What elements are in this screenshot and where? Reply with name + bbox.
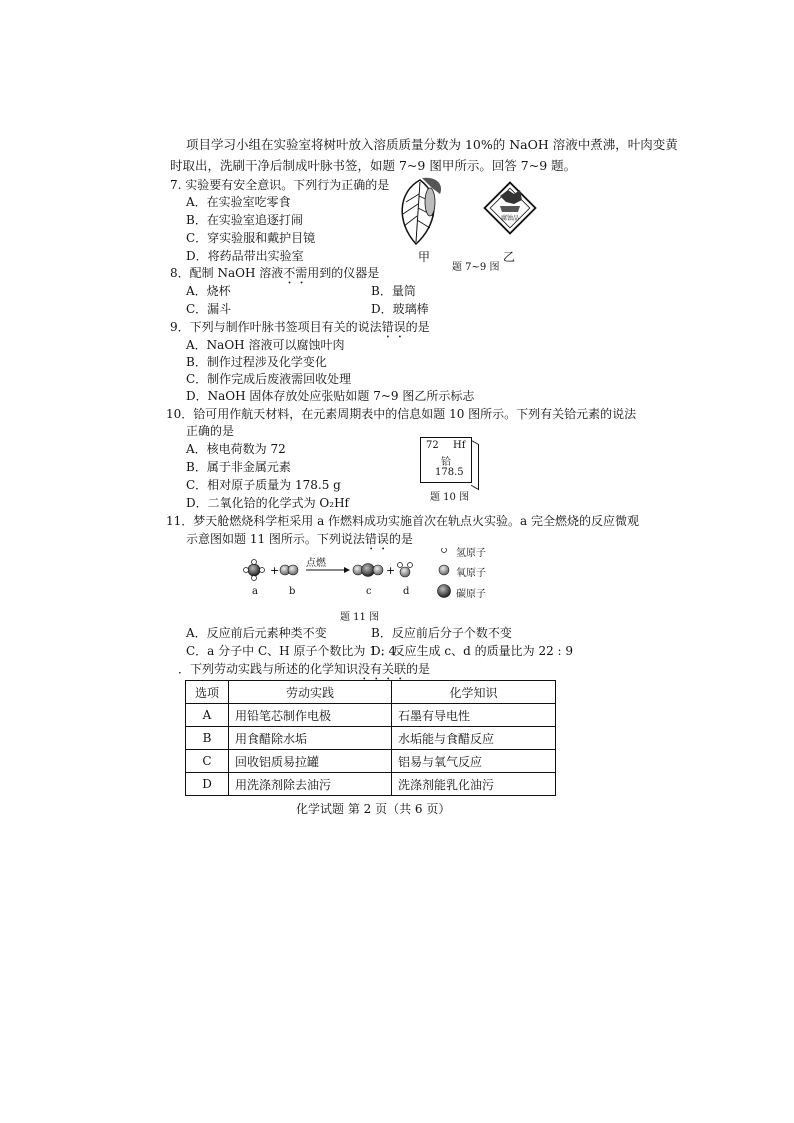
q8-option-d: D．玻璃棒 — [371, 302, 429, 316]
header-knowledge: 化学知识 — [392, 681, 556, 704]
q9-option-a: A．NaOH 溶液可以腐蚀叶肉 — [186, 338, 345, 352]
label-a: a — [252, 586, 258, 597]
q10-option-a: A．核电荷数为 72 — [186, 442, 286, 456]
molecule-c — [353, 564, 383, 577]
intro-line-2: 时取出，洗刷干净后制成叶脉书签，如题 7~9 图甲所示。回答 7~9 题。 — [170, 158, 577, 173]
header-option: 选项 — [186, 681, 229, 704]
figure79-caption: 题 7~9 图 — [452, 262, 500, 273]
row-practice: 用食醋除水垢 — [229, 727, 392, 750]
molecule-a — [244, 560, 265, 581]
element-name: 铪 — [441, 457, 451, 468]
row-knowledge: 洗涤剂能乳化油污 — [392, 773, 556, 796]
q7-option-c: C．穿实验服和戴护目镜 — [186, 231, 316, 245]
figure79-label-yi: 乙 — [503, 250, 516, 264]
q8-stem-emphasis: 不需 — [283, 266, 308, 280]
row-knowledge: 水垢能与食醋反应 — [392, 727, 556, 750]
atomic-number: 72 — [426, 440, 439, 451]
q10-stem-line-2: 正确的是 — [186, 424, 235, 438]
table-row — [186, 727, 556, 750]
svg-text:+: + — [386, 564, 396, 577]
periodic-table-cell — [420, 437, 472, 483]
page-footer: 化学试题 第 2 页（共 6 页） — [296, 802, 451, 816]
q10-option-b: B．属于非金属元素 — [186, 460, 291, 474]
intro-line-1: 项目学习小组在实验室将树叶放入溶质质量分数为 10%的 NaOH 溶液中煮沸，叶肉变黄 — [186, 137, 678, 152]
hazard-sign-text: 腐蚀品 — [501, 215, 520, 222]
table-row — [186, 773, 556, 796]
molecule-b — [280, 565, 298, 575]
figure10-caption: 题 10 图 — [430, 492, 470, 503]
legend-hydrogen-atom — [442, 548, 447, 553]
legend-oxygen-label: 氧原子 — [456, 568, 486, 579]
figure11-caption: 题 11 图 — [340, 612, 380, 623]
q7-stem: 7. 实验要有安全意识。下列行为正确的是 — [170, 178, 390, 192]
row-knowledge: 石墨有导电性 — [392, 704, 556, 727]
molecule-d — [398, 563, 413, 578]
row-knowledge: 铝易与氧气反应 — [392, 750, 556, 773]
q11-stem-emphasis: 错误 — [364, 532, 389, 546]
row-practice: 用洗涤剂除去油污 — [229, 773, 392, 796]
row-practice: 用铅笔芯制作电极 — [229, 704, 392, 727]
q9-option-b: B．制作过程涉及化学变化 — [186, 355, 327, 369]
q8-option-c: C．漏斗 — [186, 302, 232, 316]
q11-option-b: B．反应前后分子个数不变 — [371, 626, 512, 640]
q11-stem-line-2: 示意图如题 11 图所示。下列说法错误的是 — [186, 532, 413, 546]
q8-option-b: B．量筒 — [371, 284, 416, 298]
q12-stem-emphasis: 没有关联 — [358, 662, 407, 676]
q11-option-a: A．反应前后元素种类不变 — [186, 626, 327, 640]
q11-stem-line-1: 11．梦天舱燃烧科学柜采用 a 作燃料成功实施首次在轨点火实验。a 完全燃烧的反应微观 — [166, 514, 640, 528]
q8-stem: 8．配制 NaOH 溶液不需用到的仪器是 — [170, 266, 380, 280]
q11-option-c: C．a 分子中 C、H 原子个数比为 1 : 4 — [186, 644, 397, 658]
q10-stem-line-1: 10．铪可用作航天材料，在元素周期表中的信息如题 10 图所示。下列有关铪元素的说法 — [166, 407, 637, 421]
row-option: C — [186, 750, 229, 773]
q12-stem: ．下列劳动实践与所述的化学知识没有关联的是 — [178, 662, 431, 676]
q9-option-c: C．制作完成后废液需回收处理 — [186, 372, 352, 386]
row-option: A — [186, 704, 229, 727]
q9-option-d: D．NaOH 固体存放处应张贴如题 7~9 图乙所示标志 — [186, 389, 475, 403]
header-practice: 劳动实践 — [229, 681, 392, 704]
row-option: B — [186, 727, 229, 750]
row-option: D — [186, 773, 229, 796]
table-header-row — [186, 681, 556, 704]
q10-option-c: C．相对原子质量为 178.5 g — [186, 478, 341, 492]
table-row — [186, 750, 556, 773]
figure79-label-jia: 甲 — [418, 250, 431, 264]
legend-carbon-atom — [438, 585, 451, 598]
leaf-vein-bookmark-illustration — [392, 172, 452, 248]
corrosive-hazard-sign — [478, 176, 542, 240]
q11-option-d: D．反应生成 c、d 的质量比为 22 : 9 — [371, 644, 574, 658]
q7-option-d: D．将药品带出实验室 — [186, 249, 304, 263]
q7-option-b: B．在实验室追逐打闹 — [186, 213, 303, 227]
reaction-condition: 点燃 — [306, 558, 326, 569]
q12-table — [185, 680, 556, 796]
table-row — [186, 704, 556, 727]
legend-oxygen-atom — [439, 565, 449, 575]
q9-stem-emphasis: 错误 — [381, 320, 406, 334]
label-b: b — [289, 586, 296, 597]
q7-option-a: A．在实验室吃零食 — [186, 195, 291, 209]
label-d: d — [403, 586, 410, 597]
legend-hydrogen-label: 氢原子 — [456, 548, 486, 559]
label-c: c — [366, 586, 372, 597]
legend-carbon-label: 碳原子 — [456, 589, 486, 600]
q9-stem: 9．下列与制作叶脉书签项目有关的说法错误的是 — [170, 320, 430, 334]
q8-option-a: A．烧杯 — [186, 284, 231, 298]
element-symbol: Hf — [453, 440, 466, 451]
row-practice: 回收铝质易拉罐 — [229, 750, 392, 773]
atomic-mass: 178.5 — [435, 467, 464, 478]
q10-option-d: D．二氧化铪的化学式为 O₂Hf — [186, 496, 349, 510]
svg-text:+: + — [270, 564, 280, 577]
